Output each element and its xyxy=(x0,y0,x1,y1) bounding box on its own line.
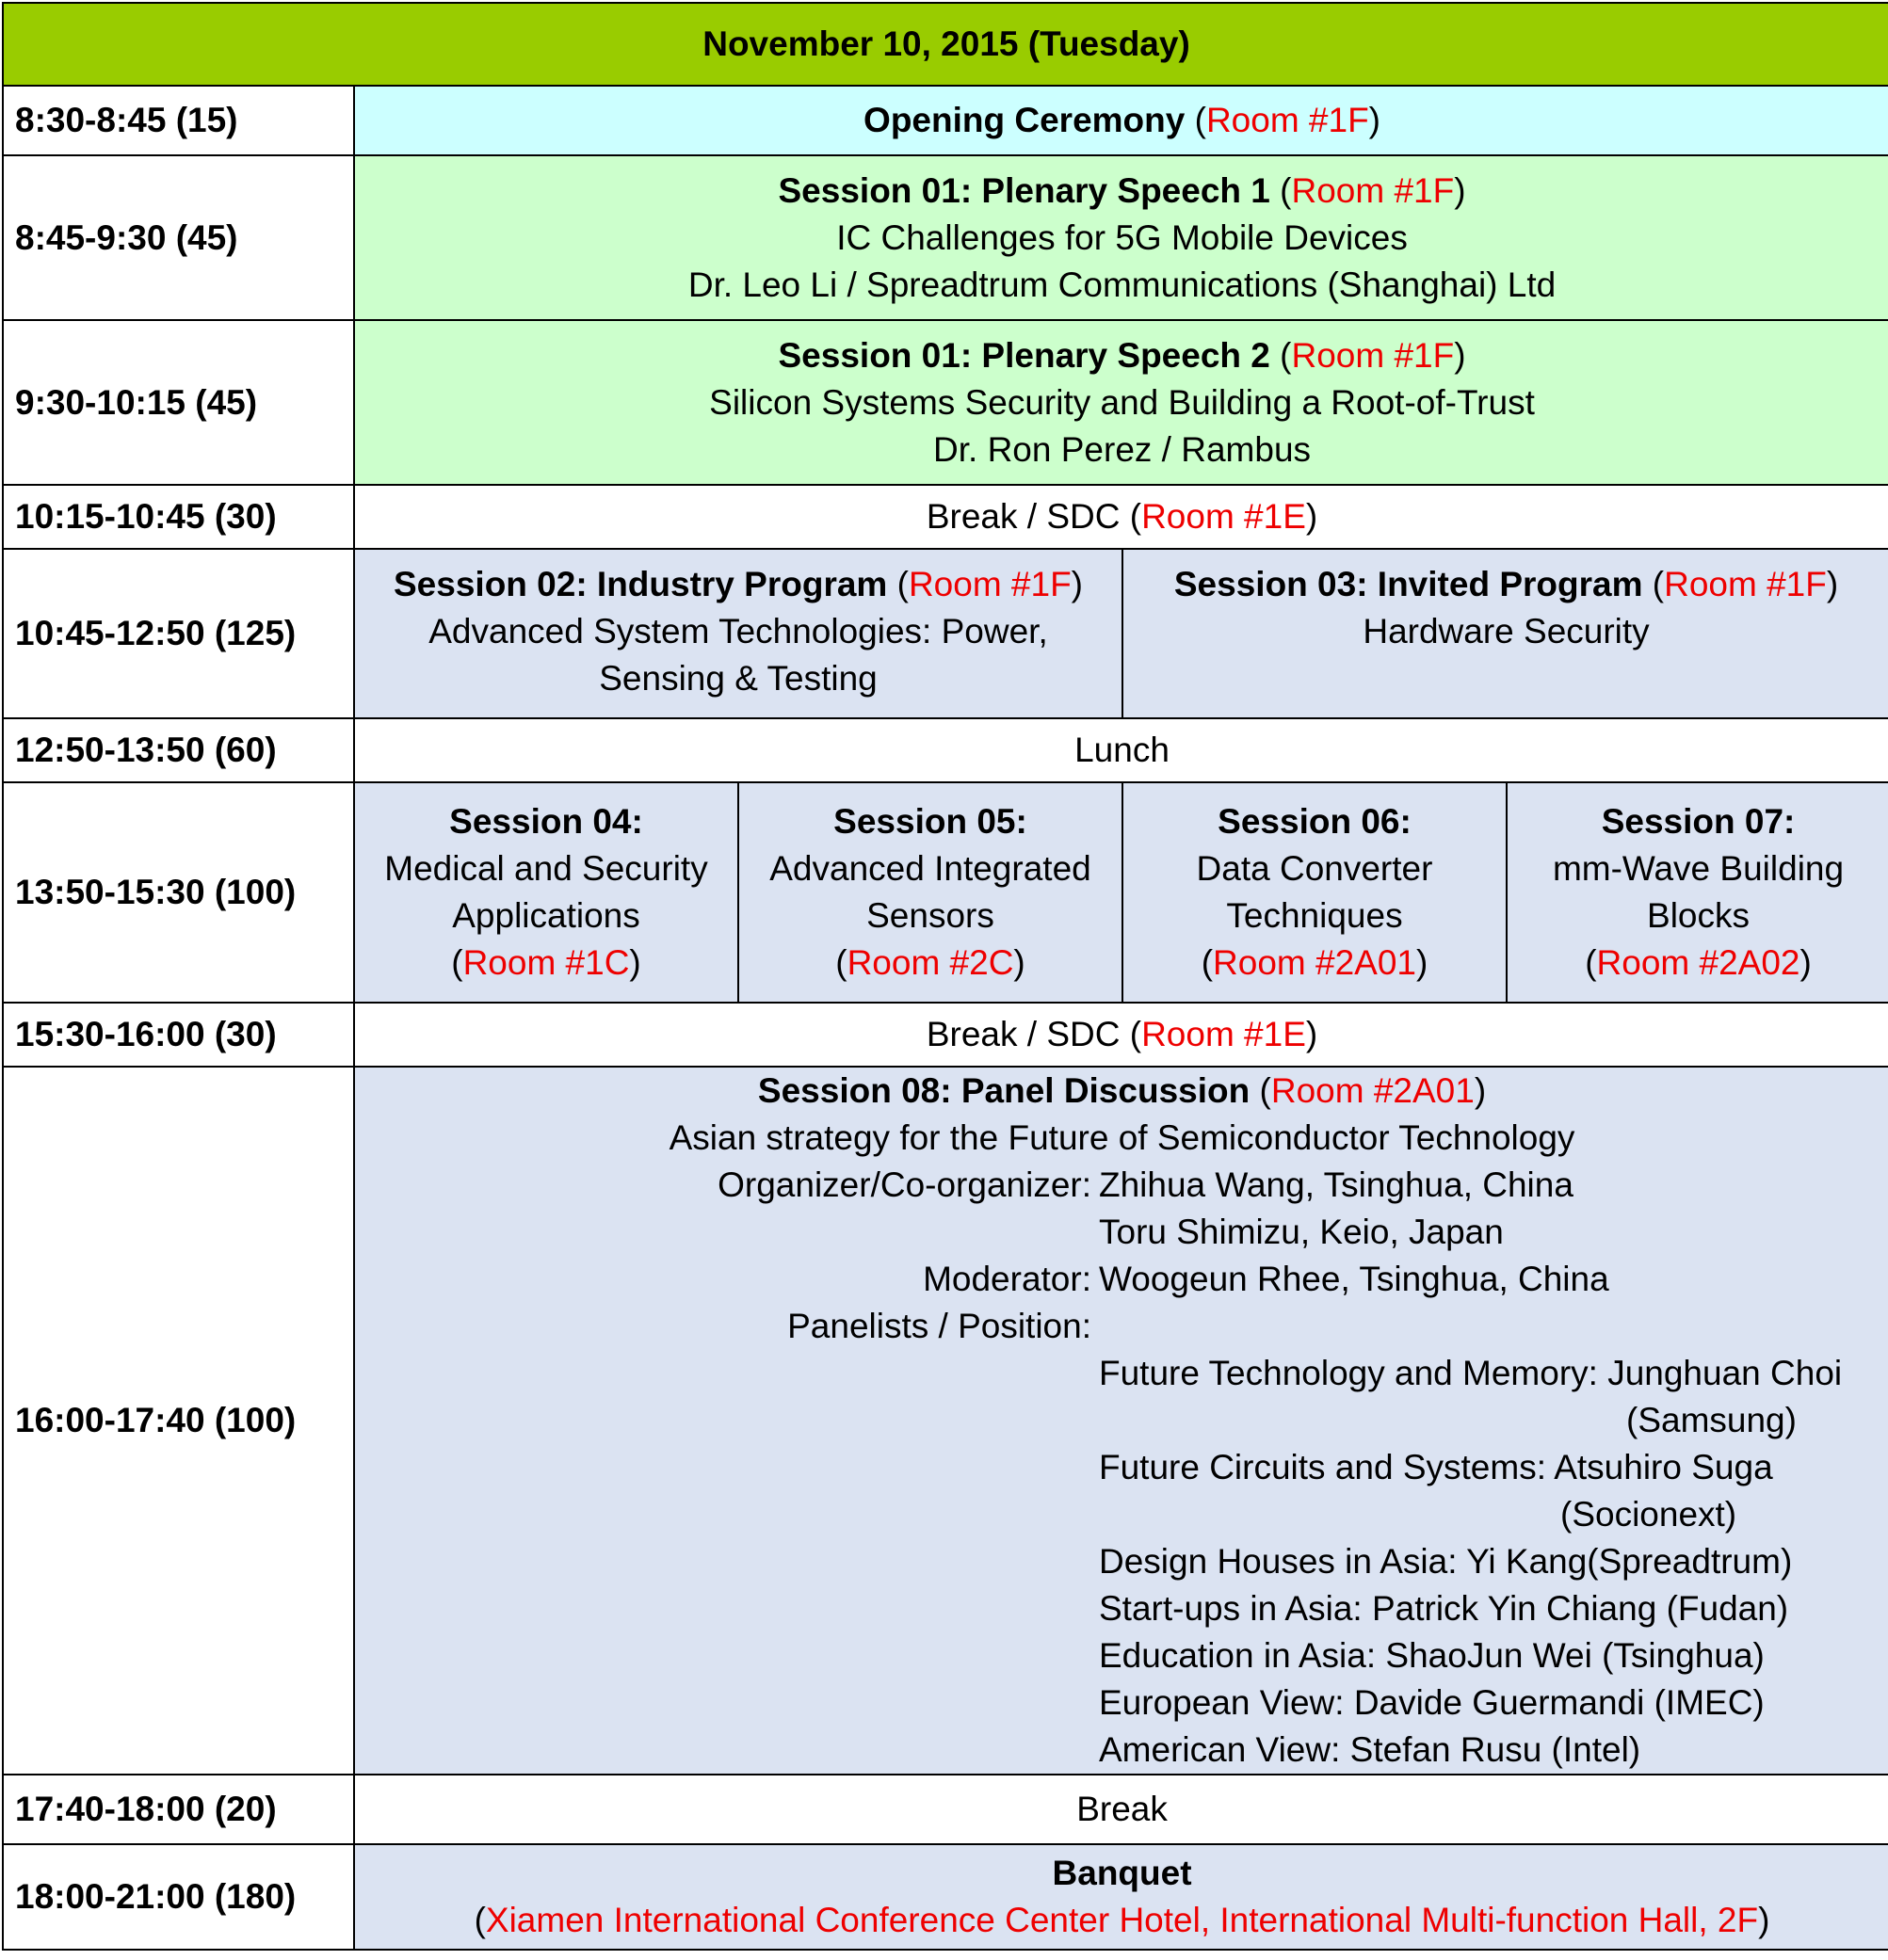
time-cell: 13:50-15:30 (100) xyxy=(3,782,354,1003)
session-title: Session 04: xyxy=(449,802,643,841)
session-title: Session 07: xyxy=(1601,802,1796,841)
break-cell: Break / SDC (Room #1E) xyxy=(354,485,1888,549)
session-title: Session 06: xyxy=(1218,802,1412,841)
organizer-1: Zhihua Wang, Tsinghua, China xyxy=(1099,1165,1573,1204)
talk-topic: IC Challenges for 5G Mobile Devices xyxy=(836,217,1408,257)
room-label: Room #2C xyxy=(847,943,1014,982)
time-cell: 10:45-12:50 (125) xyxy=(3,549,354,718)
break-text: Break / SDC xyxy=(926,1015,1121,1053)
break-text: Break / SDC xyxy=(926,497,1121,536)
room-label: Room #1F xyxy=(1205,101,1369,139)
time-cell: 16:00-17:40 (100) xyxy=(3,1067,354,1775)
time-cell: 10:15-10:45 (30) xyxy=(3,485,354,549)
room-label: Room #1F xyxy=(1291,335,1455,375)
time-cell: 17:40-18:00 (20) xyxy=(3,1775,354,1844)
session-07-cell: Session 07: mm-Wave Building Blocks (Room #2A02) xyxy=(1507,782,1888,1003)
speaker: Dr. Ron Perez / Rambus xyxy=(933,429,1312,469)
session-title: Session 03: Invited Program xyxy=(1173,565,1643,603)
banquet-venue: Xiamen International Conference Center Hotel, International Multi-function Hall, 2F xyxy=(485,1901,1759,1939)
banquet-cell: Banquet (Xiamen International Conference Center Hotel, International Multi-function Hall, 2F) xyxy=(354,1844,1888,1950)
panelist-entry: Design Houses in Asia: Yi Kang(Spreadtrum) xyxy=(1099,1542,1793,1581)
panelist-affiliation: (Socionext) xyxy=(1560,1495,1737,1534)
panelist-affiliation: (Samsung) xyxy=(1626,1401,1797,1439)
time-cell: 18:00-21:00 (180) xyxy=(3,1844,354,1950)
time-cell: 9:30-10:15 (45) xyxy=(3,320,354,485)
time-cell: 12:50-13:50 (60) xyxy=(3,718,354,782)
session-topic-cont: Techniques xyxy=(1226,896,1403,935)
time-cell: 15:30-16:00 (30) xyxy=(3,1003,354,1067)
session-topic-cont: Sensors xyxy=(866,896,994,935)
plenary-speech-2-cell: Session 01: Plenary Speech 2 (Room #1F) Silicon Systems Security and Building a Root-of-Trust Dr. Ron Perez / Rambus xyxy=(354,320,1888,485)
session-title: Session 01: Plenary Speech 1 xyxy=(778,170,1270,210)
room-label: Room #1E xyxy=(1141,497,1306,536)
session-topic: Hardware Security xyxy=(1363,612,1650,651)
session-04-cell: Session 04: Medical and Security Applications (Room #1C) xyxy=(354,782,738,1003)
moderator: Woogeun Rhee, Tsinghua, China xyxy=(1099,1260,1609,1298)
session-topic-cont: Sensing & Testing xyxy=(599,659,878,698)
session-topic-cont: Blocks xyxy=(1647,896,1751,935)
panel-discussion-cell: Session 08: Panel Discussion (Room #2A01) Asian strategy for the Future of Semiconductor Technology Organizer/Co-organizer: Zhihua Wang, Tsinghua, China Toru Shimizu, Keio, Japan Moderator: Woogeun Rhee, Tsinghua, China Panelists / Position: Future Technology and Memory: Junghuan Choi (Samsung) Future Circuits and Systems: Atsuhiro Suga (Socionext) Design Houses in Asia: Yi Kang(Spreadtrum) Start-ups in Asia: Patrick Yin Chiang (Fudan) Education in Asia: ShaoJun Wei (Tsinghua) European View: Davide Guermandi (IMEC) American View: Stefan Rusu (Intel) xyxy=(354,1067,1888,1775)
panel-topic: Asian strategy for the Future of Semiconductor Technology xyxy=(669,1118,1575,1157)
moderator-label: Moderator: xyxy=(923,1260,1091,1298)
day-title: November 10, 2015 (Tuesday) xyxy=(702,24,1190,63)
plenary-speech-1-cell: Session 01: Plenary Speech 1 (Room #1F) IC Challenges for 5G Mobile Devices Dr. Leo Li / Spreadtrum Communications (Shanghai) Ltd xyxy=(354,155,1888,320)
room-label: Room #1F xyxy=(1291,170,1455,210)
panelist-entry: Start-ups in Asia: Patrick Yin Chiang (Fudan) xyxy=(1099,1589,1789,1628)
session-topic: Data Converter xyxy=(1196,849,1433,888)
room-label: Room #1C xyxy=(462,943,630,982)
session-topic-cont: Applications xyxy=(452,896,640,935)
panelist-entry: Future Circuits and Systems: Atsuhiro Suga xyxy=(1099,1448,1773,1486)
room-label: Room #2A01 xyxy=(1213,943,1416,982)
session-topic: Medical and Security xyxy=(384,849,708,888)
banquet-title: Banquet xyxy=(1052,1854,1192,1892)
talk-topic: Silicon Systems Security and Building a Root-of-Trust xyxy=(709,382,1535,422)
session-06-cell: Session 06: Data Converter Techniques (Room #2A01) xyxy=(1122,782,1507,1003)
break-cell: Break xyxy=(354,1775,1888,1844)
session-02-cell: Session 02: Industry Program (Room #1F) Advanced System Technologies: Power, Sensing & Testing xyxy=(354,549,1122,718)
time-cell: 8:30-8:45 (15) xyxy=(3,86,354,155)
lunch-cell: Lunch xyxy=(354,718,1888,782)
panelist-entry: Education in Asia: ShaoJun Wei (Tsinghua) xyxy=(1099,1636,1765,1675)
session-03-cell: Session 03: Invited Program (Room #1F) Hardware Security xyxy=(1122,549,1888,718)
session-topic: mm-Wave Building xyxy=(1552,849,1845,888)
day-header xyxy=(3,3,1888,86)
panelist-entry: Future Technology and Memory: Junghuan Choi xyxy=(1099,1354,1843,1392)
panelist-entry: European View: Davide Guermandi (IMEC) xyxy=(1099,1683,1765,1722)
session-topic: Advanced Integrated xyxy=(769,849,1091,888)
room-label: Room #1F xyxy=(908,565,1072,603)
speaker: Dr. Leo Li / Spreadtrum Communications (Shanghai) Ltd xyxy=(687,265,1557,304)
session-title: Session 02: Industry Program xyxy=(394,565,888,603)
organizer-2: Toru Shimizu, Keio, Japan xyxy=(1099,1213,1504,1251)
break-cell: Break / SDC (Room #1E) xyxy=(354,1003,1888,1067)
opening-ceremony-cell: Opening Ceremony (Room #1F) xyxy=(354,86,1888,155)
time-cell: 8:45-9:30 (45) xyxy=(3,155,354,320)
session-topic: Advanced System Technologies: Power, xyxy=(428,612,1048,651)
room-label: Room #2A01 xyxy=(1270,1071,1475,1110)
schedule-table xyxy=(2,2,1888,1951)
panelist-entry: American View: Stefan Rusu (Intel) xyxy=(1099,1730,1641,1769)
organizer-label: Organizer/Co-organizer: xyxy=(718,1165,1091,1204)
room-label: Room #1F xyxy=(1664,565,1827,603)
session-title: Session 08: Panel Discussion xyxy=(757,1071,1251,1110)
session-title: Session 05: xyxy=(833,802,1027,841)
session-05-cell: Session 05: Advanced Integrated Sensors (Room #2C) xyxy=(738,782,1122,1003)
session-title: Session 01: Plenary Speech 2 xyxy=(778,335,1270,375)
opening-title: Opening Ceremony xyxy=(863,101,1186,139)
panel-details xyxy=(366,1162,1878,1350)
room-label: Room #1E xyxy=(1141,1015,1306,1053)
panelist-list xyxy=(1099,1350,1888,1774)
room-label: Room #2A02 xyxy=(1596,943,1800,982)
panelists-label: Panelists / Position: xyxy=(787,1307,1091,1345)
